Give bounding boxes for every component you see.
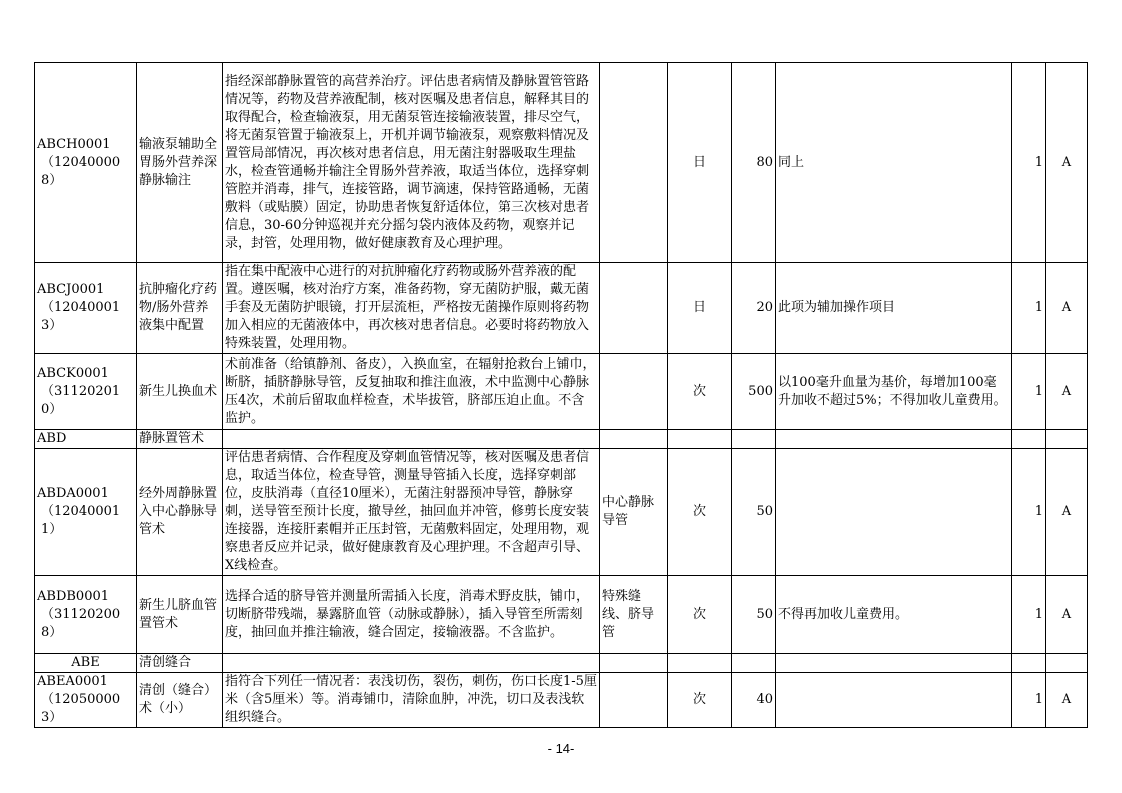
item-unit: 日	[668, 263, 732, 354]
fee-table	[34, 62, 1088, 728]
item-code-cell	[35, 673, 137, 728]
item-excluded	[600, 263, 668, 354]
item-notes: 此项为辅加操作项目	[776, 263, 1012, 354]
item-col10: A	[1046, 449, 1088, 576]
item-code-cell	[35, 576, 137, 654]
item-code-cell	[35, 63, 137, 263]
item-subcode: （120400011）	[41, 504, 121, 537]
table-row	[35, 673, 1088, 728]
table-row	[35, 449, 1088, 576]
item-name: 清创（缝合）术（小）	[137, 673, 223, 728]
item-description: 指经深部静脉置管的高营养治疗。评估患者病情及静脉置管管路情况等，药物及营养液配制，核对医嘱及患者信息，解释其目的取得配合，检查输液泵，用无菌泵管连接输液装置，排尽空气，将无菌泵管置于输液泵上，开机并调节输液泵，观察敷料情况及置管局部情况，再次核对患者信息，用无菌注射器吸取生理盐水，检查管通畅并输注全胃肠外营养液，取适当体位，选择穿刺管腔并消毒，排气，连接管路，调节滴速，保持管路通畅，无菌敷料（或贴膜）固定，协助患者恢复舒适体位，第三次核对患者信息，30-60分钟巡视并充分摇匀袋内液体及药物，观察并记录，封管，处理用物，做好健康教育及心理护理。	[223, 63, 600, 263]
item-description: 指在集中配液中心进行的对抗肿瘤化疗药物或肠外营养液的配置。遵医嘱，核对治疗方案，准备药物，穿无菌防护服，戴无菌手套及无菌防护眼镜，打开层流柜，严格按无菌操作原则将药物加入相应的无菌液体中，再次核对患者信息。必要时将药物放入特殊装置，处理用物。	[223, 263, 600, 354]
item-unit: 次	[668, 576, 732, 654]
item-unit: 次	[668, 673, 732, 728]
item-price: 80	[732, 63, 776, 263]
item-col10: A	[1046, 576, 1088, 654]
item-col9: 1	[1012, 63, 1046, 263]
table-row	[35, 263, 1088, 354]
item-col9: 1	[1012, 673, 1046, 728]
item-code-cell	[35, 449, 137, 576]
item-subcode: （120500003）	[41, 692, 121, 725]
item-price: 50	[732, 449, 776, 576]
item-unit: 次	[668, 354, 732, 430]
item-col9: 1	[1012, 263, 1046, 354]
item-price: 20	[732, 263, 776, 354]
item-description: 选择合适的脐导管并测量所需插入长度，消毒术野皮肤，铺巾，切断脐带残端，暴露脐血管（动脉或静脉），插入导管至所需刻度，抽回血并推注输液，缝合固定，接输液器。不含监护。	[223, 576, 600, 654]
item-col9: 1	[1012, 354, 1046, 430]
item-code: ABCH0001	[37, 136, 111, 152]
item-subcode: （311202010）	[41, 383, 121, 417]
category-code: ABD	[35, 430, 137, 449]
item-notes: 以100毫升血量为基价，每增加100毫升加收不超过5%；不得加收儿童费用。	[776, 354, 1012, 430]
item-code: ABDB0001	[37, 588, 110, 604]
item-name: 抗肿瘤化疗药物/肠外营养液集中配置	[137, 263, 223, 354]
item-excluded: 中心静脉导管	[600, 449, 668, 576]
item-name: 新生儿脐血管置管术	[137, 576, 223, 654]
item-description: 术前准备（给镇静剂、备皮），入换血室，在辐射抢救台上铺巾，断脐，插脐静脉导管，反复抽取和推注血液，术中监测中心静脉压4次，术前后留取血样检查，术毕拔管，脐部压迫止血。不含监护。	[223, 354, 600, 430]
item-notes	[776, 673, 1012, 728]
item-subcode: （120400008）	[41, 154, 121, 188]
category-code: ABE	[35, 654, 137, 673]
category-row	[35, 654, 1088, 673]
item-code: ABCK0001	[37, 365, 109, 381]
table-row	[35, 354, 1088, 430]
item-subcode: （120400013）	[41, 300, 121, 333]
category-name: 静脉置管术	[137, 430, 223, 449]
item-name: 输液泵辅助全胃肠外营养深静脉输注	[137, 63, 223, 263]
item-unit: 次	[668, 449, 732, 576]
item-col9: 1	[1012, 449, 1046, 576]
item-code: ABDA0001	[37, 486, 109, 501]
item-price: 500	[732, 354, 776, 430]
item-code-cell	[35, 354, 137, 430]
item-name: 新生儿换血术	[137, 354, 223, 430]
item-description: 评估患者病情、合作程度及穿刺血管情况等，核对医嘱及患者信息，取适当体位，检查导管，测量导管插入长度，选择穿刺部位，皮肤消毒（直径10厘米），无菌注射器预冲导管，静脉穿刺，送导管至预计长度，撤导丝，抽回血并冲管，修剪长度安装连接器，连接肝素帽并正压封管，无菌敷料固定，处理用物，观察患者反应并记录，做好健康教育及心理护理。不含超声引导、X线检查。	[223, 449, 600, 576]
item-price: 50	[732, 576, 776, 654]
table-row	[35, 576, 1088, 654]
category-row	[35, 430, 1088, 449]
item-col10: A	[1046, 263, 1088, 354]
item-excluded: 特殊缝线、脐导管	[600, 576, 668, 654]
item-name: 经外周静脉置入中心静脉导管术	[137, 449, 223, 576]
item-subcode: （311202008）	[41, 606, 121, 640]
item-code-cell	[35, 263, 137, 354]
item-notes: 同上	[776, 63, 1012, 263]
item-col9: 1	[1012, 576, 1046, 654]
category-name: 清创缝合	[137, 654, 223, 673]
item-excluded	[600, 673, 668, 728]
item-excluded	[600, 354, 668, 430]
page-number: - 14-	[547, 741, 575, 756]
item-description: 指符合下列任一情况者：表浅切伤，裂伤，刺伤，伤口长度1-5厘米（含5厘米）等。消毒铺巾，清除血肿，冲洗，切口及表浅软组织缝合。	[223, 673, 600, 728]
table-row	[35, 63, 1088, 263]
item-col10: A	[1046, 673, 1088, 728]
item-notes: 不得再加收儿童费用。	[776, 576, 1012, 654]
item-col10: A	[1046, 63, 1088, 263]
item-notes	[776, 449, 1012, 576]
item-code: ABCJ0001	[37, 282, 105, 297]
item-excluded	[600, 63, 668, 263]
item-col10: A	[1046, 354, 1088, 430]
item-unit: 日	[668, 63, 732, 263]
item-price: 40	[732, 673, 776, 728]
item-code: ABEA0001	[37, 674, 108, 689]
